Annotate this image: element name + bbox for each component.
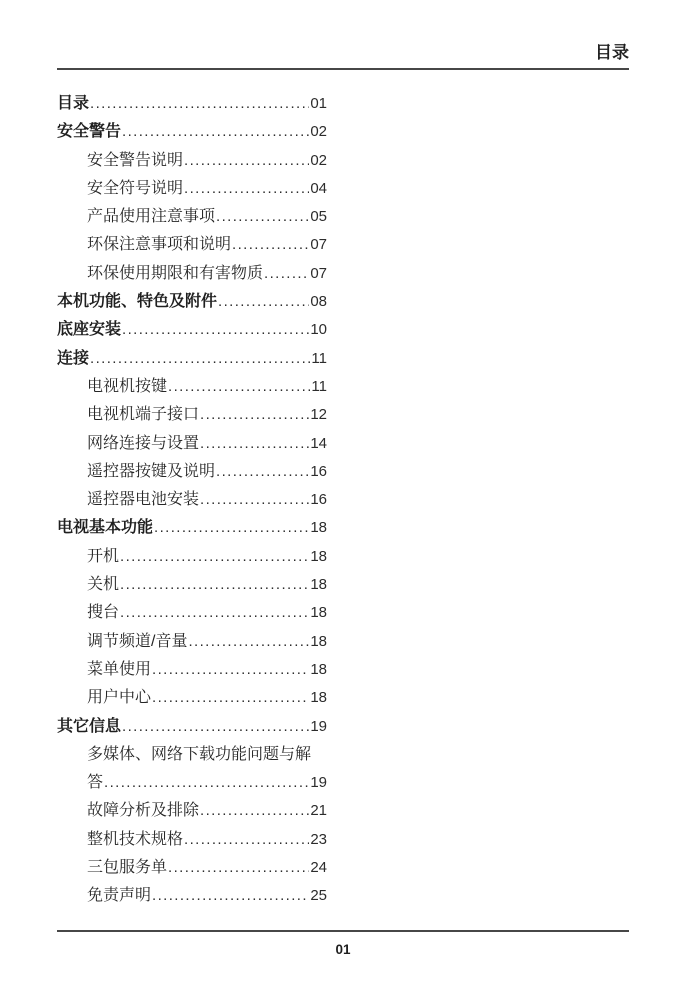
toc-leader-dots	[188, 628, 309, 656]
toc-entry-page: 14	[310, 434, 327, 452]
toc-entry	[57, 826, 327, 854]
toc-leader-dots	[122, 713, 309, 741]
toc-entry	[57, 684, 327, 712]
toc-entry-page: 16	[310, 462, 327, 480]
toc-entry-page: 10	[310, 321, 327, 339]
header-divider	[57, 68, 629, 70]
toc-entry-label: 答	[87, 774, 104, 792]
toc-entry-page: 18	[310, 604, 327, 622]
toc-entry-page: 16	[310, 491, 327, 509]
footer-divider	[57, 930, 629, 932]
toc-leader-dots	[264, 260, 309, 288]
toc-entry	[57, 345, 327, 373]
toc-entry	[57, 656, 327, 684]
toc-entry-label: 整机技术规格	[87, 830, 184, 848]
toc-leader-dots	[122, 118, 309, 146]
toc-entry-label: 环保注意事项和说明	[87, 236, 232, 254]
toc-entry-page: 07	[310, 236, 327, 254]
toc-entry	[57, 458, 327, 486]
toc-leader-dots	[216, 203, 309, 231]
toc-entry-label: 多媒体、网络下载功能问题与解	[87, 745, 312, 763]
toc-entry-page: 24	[310, 859, 327, 877]
toc-entry-page: 18	[310, 689, 327, 707]
toc-entry-label: 关机	[87, 576, 120, 594]
toc-entry-label: 环保使用期限和有害物质	[87, 264, 264, 282]
toc-leader-dots	[120, 599, 309, 627]
toc-entry	[57, 486, 327, 514]
toc-entry	[57, 713, 327, 741]
toc-leader-dots	[200, 401, 309, 429]
toc-entry-page: 19	[310, 774, 327, 792]
toc-entry	[57, 514, 327, 542]
toc-entry-label: 开机	[87, 547, 120, 565]
toc-entry	[57, 741, 327, 769]
toc-entry	[57, 769, 327, 797]
page-header-title: 目录	[595, 43, 629, 62]
toc-entry	[57, 316, 327, 344]
toc-entry-label: 三包服务单	[87, 859, 168, 877]
toc-leader-dots	[90, 345, 310, 373]
toc-leader-dots	[154, 514, 309, 542]
toc-entry-label: 免责声明	[87, 887, 152, 905]
toc-entry	[57, 543, 327, 571]
toc-list	[57, 90, 327, 911]
toc-leader-dots	[216, 458, 309, 486]
toc-entry-page: 02	[310, 123, 327, 141]
toc-entry	[57, 571, 327, 599]
toc-leader-dots	[152, 882, 309, 910]
toc-leader-dots	[200, 797, 309, 825]
toc-leader-dots	[90, 90, 309, 118]
toc-entry	[57, 797, 327, 825]
toc-leader-dots	[184, 175, 309, 203]
toc-leader-dots	[122, 316, 309, 344]
toc-leader-dots	[184, 826, 309, 854]
toc-leader-dots	[152, 656, 309, 684]
toc-entry-page: 02	[310, 151, 327, 169]
toc-entry-label: 搜台	[87, 604, 120, 622]
toc-leader-dots	[152, 684, 309, 712]
toc-entry-label: 连接	[57, 349, 90, 367]
toc-leader-dots	[232, 231, 309, 259]
toc-entry-page: 11	[311, 349, 327, 367]
toc-entry-page: 01	[310, 95, 327, 112]
toc-entry-label: 遥控器电池安装	[87, 491, 200, 509]
toc-entry-page: 11	[311, 377, 327, 395]
toc-leader-dots	[120, 571, 309, 599]
toc-entry	[57, 599, 327, 627]
toc-leader-dots	[168, 373, 310, 401]
toc-entry-page: 04	[310, 179, 327, 197]
toc-entry-page: 18	[310, 547, 327, 565]
toc-entry-page: 08	[310, 293, 327, 311]
toc-entry-page: 25	[310, 887, 327, 905]
toc-entry-label: 电视基本功能	[57, 519, 154, 537]
toc-entry-label: 本机功能、特色及附件	[57, 293, 218, 311]
toc-entry-page: 12	[310, 406, 327, 424]
toc-entry	[57, 628, 327, 656]
toc-entry	[57, 147, 327, 175]
toc-entry-page: 21	[310, 802, 327, 820]
toc-entry	[57, 288, 327, 316]
toc-entry	[57, 231, 327, 259]
toc-entry-label: 用户中心	[87, 689, 152, 707]
toc-entry-label: 调节频道/音量	[87, 632, 188, 650]
toc-leader-dots	[104, 769, 309, 797]
toc-entry-label: 安全警告	[57, 123, 122, 141]
toc-entry	[57, 90, 327, 118]
toc-entry-label: 故障分析及排除	[87, 802, 200, 820]
toc-entry-page: 18	[310, 576, 327, 594]
toc-entry-label: 产品使用注意事项	[87, 208, 216, 226]
toc-entry-label: 安全符号说明	[87, 179, 184, 197]
toc-entry-label: 遥控器按键及说明	[87, 462, 216, 480]
toc-entry	[57, 401, 327, 429]
toc-entry-label: 安全警告说明	[87, 151, 184, 169]
toc-entry-page: 18	[310, 519, 327, 537]
toc-leader-dots	[200, 486, 309, 514]
toc-entry	[57, 118, 327, 146]
toc-leader-dots	[200, 430, 309, 458]
toc-entry	[57, 373, 327, 401]
toc-entry-label: 电视机端子接口	[87, 406, 200, 424]
toc-entry	[57, 175, 327, 203]
toc-entry	[57, 854, 327, 882]
toc-entry-page: 23	[310, 830, 327, 848]
toc-entry-label: 电视机按键	[87, 377, 168, 395]
toc-entry-page: 19	[310, 717, 327, 735]
toc-entry-label: 底座安装	[57, 321, 122, 339]
toc-entry-page: 05	[310, 208, 327, 226]
toc-entry-page: 18	[310, 632, 327, 650]
toc-entry	[57, 260, 327, 288]
toc-entry-page: 07	[310, 264, 327, 282]
toc-entry	[57, 430, 327, 458]
toc-entry-label: 菜单使用	[87, 660, 152, 678]
toc-entry	[57, 203, 327, 231]
footer-page-number: 01	[335, 942, 351, 957]
toc-leader-dots	[168, 854, 309, 882]
toc-leader-dots	[218, 288, 309, 316]
toc-entry-page: 18	[310, 660, 327, 678]
toc-leader-dots	[120, 543, 309, 571]
toc-entry-label: 网络连接与设置	[87, 434, 200, 452]
toc-leader-dots	[184, 147, 309, 175]
toc-entry-label: 其它信息	[57, 717, 122, 735]
toc-entry	[57, 882, 327, 910]
toc-entry-label: 目录	[57, 95, 90, 112]
